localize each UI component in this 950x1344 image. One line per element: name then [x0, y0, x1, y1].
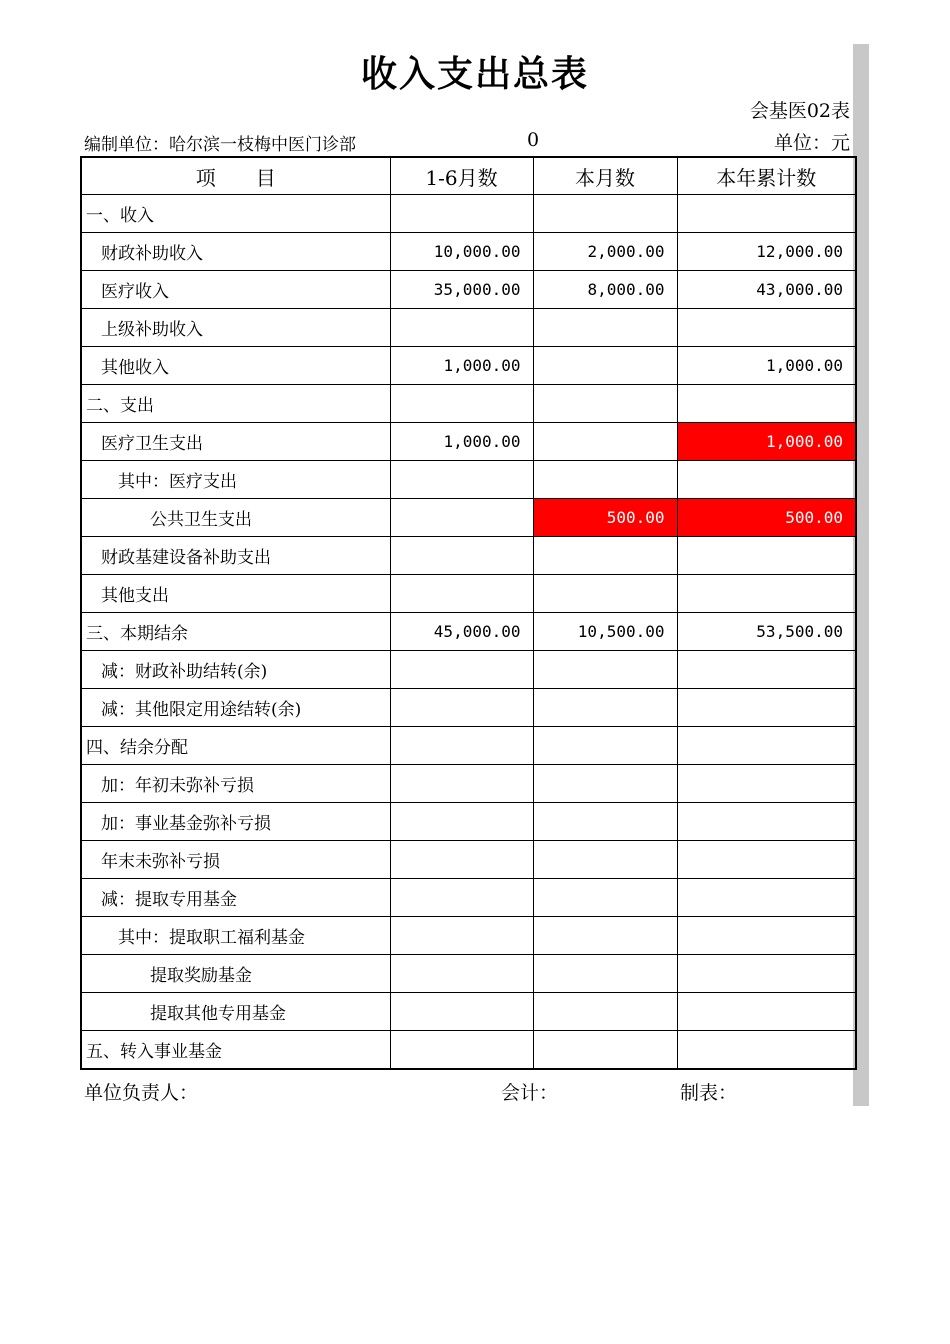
cell-value[interactable]: 1,000.00: [390, 423, 533, 461]
cell-value[interactable]: [390, 1031, 533, 1070]
cell-value[interactable]: 500.00: [533, 499, 677, 537]
cell-value[interactable]: 43,000.00: [677, 271, 856, 309]
row-label: 提取其他专用基金: [81, 993, 390, 1031]
row-label: 二、支出: [81, 385, 390, 423]
row-label: 四、结余分配: [81, 727, 390, 765]
table-row: [81, 423, 856, 461]
row-label: 医疗卫生支出: [81, 423, 390, 461]
cell-value[interactable]: [677, 841, 856, 879]
cell-value[interactable]: 1,000.00: [677, 347, 856, 385]
cell-value[interactable]: [677, 955, 856, 993]
cell-value[interactable]: [677, 689, 856, 727]
period-value: 0: [527, 129, 540, 151]
table-row: [81, 233, 856, 271]
cell-value[interactable]: 45,000.00: [390, 613, 533, 651]
cell-value[interactable]: [390, 993, 533, 1031]
cell-value[interactable]: [390, 917, 533, 955]
row-label: 其他支出: [81, 575, 390, 613]
cell-value[interactable]: [390, 765, 533, 803]
row-label: 公共卫生支出: [81, 499, 390, 537]
cell-value[interactable]: 8,000.00: [533, 271, 677, 309]
table-row: [81, 1031, 856, 1070]
table-row: [81, 879, 856, 917]
table-row: [81, 765, 856, 803]
cell-value[interactable]: [533, 917, 677, 955]
cell-value[interactable]: [533, 727, 677, 765]
form-code: 会基医02表: [749, 100, 850, 122]
cell-value[interactable]: [677, 385, 856, 423]
row-label: 医疗收入: [81, 271, 390, 309]
cell-value[interactable]: [533, 803, 677, 841]
table-row: [81, 537, 856, 575]
cell-value[interactable]: [533, 689, 677, 727]
income-expense-table: [80, 156, 857, 1070]
cell-value[interactable]: 1,000.00: [677, 423, 856, 461]
cell-value[interactable]: [390, 841, 533, 879]
cell-value[interactable]: [533, 347, 677, 385]
row-label: 加：年初未弥补亏损: [81, 765, 390, 803]
table-row: [81, 309, 856, 347]
table-row: [81, 841, 856, 879]
cell-value[interactable]: [390, 955, 533, 993]
table-row: [81, 917, 856, 955]
cell-value[interactable]: 1,000.00: [390, 347, 533, 385]
table-row: [81, 271, 856, 309]
cell-value[interactable]: [677, 727, 856, 765]
cell-value[interactable]: [533, 841, 677, 879]
table-row: [81, 993, 856, 1031]
table-row: [81, 727, 856, 765]
row-label: 一、收入: [81, 195, 390, 233]
cell-value[interactable]: [533, 651, 677, 689]
row-label: 财政基建设备补助支出: [81, 537, 390, 575]
row-label: 五、转入事业基金: [81, 1031, 390, 1070]
cell-value[interactable]: [390, 499, 533, 537]
cell-value[interactable]: 12,000.00: [677, 233, 856, 271]
cell-value[interactable]: [677, 651, 856, 689]
signature-footer: [84, 1078, 854, 1104]
row-label: 其中：医疗支出: [81, 461, 390, 499]
cell-value[interactable]: [390, 803, 533, 841]
row-label: 加：事业基金弥补亏损: [81, 803, 390, 841]
cell-value[interactable]: [390, 651, 533, 689]
unit-label: 单位：元: [773, 132, 850, 154]
report-meta-line: [84, 128, 850, 154]
cell-value[interactable]: [390, 537, 533, 575]
cell-value[interactable]: [533, 385, 677, 423]
row-label: 减：提取专用基金: [81, 879, 390, 917]
cell-value[interactable]: [677, 1031, 856, 1070]
cell-value[interactable]: [390, 385, 533, 423]
cell-value[interactable]: [533, 993, 677, 1031]
table-row: [81, 195, 856, 233]
cell-value[interactable]: [677, 917, 856, 955]
table-row: [81, 689, 856, 727]
table-row: [81, 385, 856, 423]
cell-value[interactable]: [677, 461, 856, 499]
cell-value[interactable]: [677, 765, 856, 803]
cell-value[interactable]: [677, 575, 856, 613]
column-header-month: 本月数: [533, 157, 677, 195]
cell-value[interactable]: [533, 537, 677, 575]
cell-value[interactable]: [533, 1031, 677, 1070]
cell-value[interactable]: [533, 955, 677, 993]
row-label: 提取奖励基金: [81, 955, 390, 993]
column-header-h1: 1-6月数: [390, 157, 533, 195]
row-label: 财政补助收入: [81, 233, 390, 271]
column-header-ytd: 本年累计数: [677, 157, 856, 195]
unit-head-label: 单位负责人：: [84, 1082, 199, 1104]
column-header-item: 项 目: [81, 157, 390, 195]
cell-value[interactable]: 10,000.00: [390, 233, 533, 271]
org-label: 编制单位：哈尔滨一枝梅中医门诊部: [84, 135, 356, 155]
cell-value[interactable]: 35,000.00: [390, 271, 533, 309]
table-row: [81, 347, 856, 385]
cell-value[interactable]: [677, 993, 856, 1031]
accountant-label: 会计：: [501, 1082, 559, 1104]
table-row: [81, 575, 856, 613]
cell-value[interactable]: 53,500.00: [677, 613, 856, 651]
cell-value[interactable]: [677, 195, 856, 233]
cell-value[interactable]: [390, 689, 533, 727]
preparer-label: 制表：: [680, 1082, 738, 1104]
cell-value[interactable]: 10,500.00: [533, 613, 677, 651]
cell-value[interactable]: [677, 537, 856, 575]
page-title: 收入支出总表: [360, 54, 589, 95]
cell-value[interactable]: [533, 461, 677, 499]
cell-value[interactable]: [533, 879, 677, 917]
table-row: [81, 955, 856, 993]
cell-value[interactable]: [677, 309, 856, 347]
cell-value[interactable]: [677, 803, 856, 841]
cell-value[interactable]: 500.00: [677, 499, 856, 537]
cell-value[interactable]: [390, 461, 533, 499]
table-row: [81, 613, 856, 651]
cell-value[interactable]: [533, 309, 677, 347]
row-label: 其中：提取职工福利基金: [81, 917, 390, 955]
row-label: 三、本期结余: [81, 613, 390, 651]
row-label: 其他收入: [81, 347, 390, 385]
cell-value[interactable]: [677, 879, 856, 917]
table-row: [81, 499, 856, 537]
cell-value[interactable]: [390, 575, 533, 613]
cell-value[interactable]: [390, 195, 533, 233]
cell-value[interactable]: [533, 195, 677, 233]
table-header-row: [81, 157, 856, 195]
cell-value[interactable]: 2,000.00: [533, 233, 677, 271]
cell-value[interactable]: [390, 727, 533, 765]
row-label: 减：财政补助结转(余): [81, 651, 390, 689]
cell-value[interactable]: [390, 879, 533, 917]
table-row: [81, 803, 856, 841]
cell-value[interactable]: [533, 575, 677, 613]
cell-value[interactable]: [390, 309, 533, 347]
cell-value[interactable]: [533, 423, 677, 461]
row-label: 上级补助收入: [81, 309, 390, 347]
table-row: [81, 651, 856, 689]
table-row: [81, 461, 856, 499]
row-label: 年末未弥补亏损: [81, 841, 390, 879]
cell-value[interactable]: [533, 765, 677, 803]
row-label: 减：其他限定用途结转(余): [81, 689, 390, 727]
